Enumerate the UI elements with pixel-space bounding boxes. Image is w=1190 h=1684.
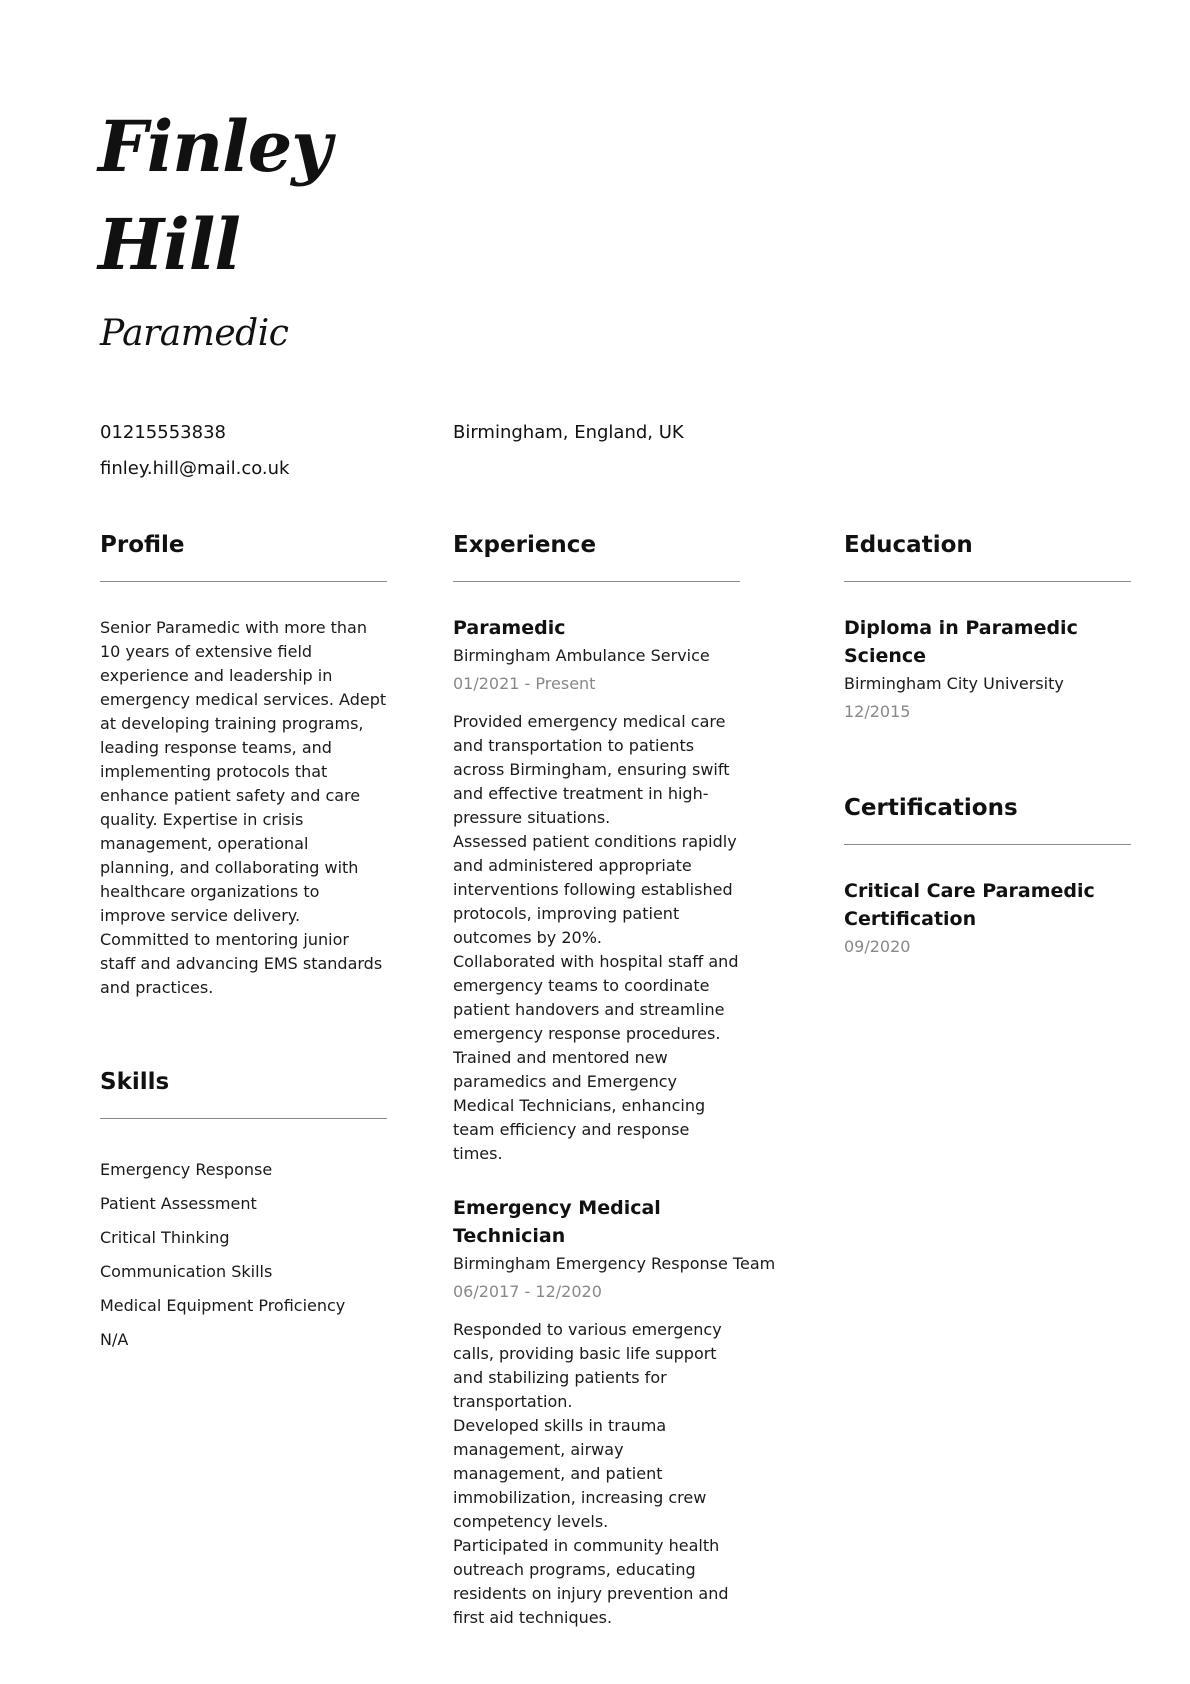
job-description — [453, 1318, 740, 1630]
job-description — [453, 710, 740, 1166]
job-entry — [453, 614, 740, 1166]
certification-date: 09/2020 — [844, 937, 911, 956]
certification-name: Critical Care Paramedic Certification — [844, 880, 1095, 930]
job-title: Paramedic — [453, 617, 566, 639]
skill-item: Medical Equipment Proficiency — [100, 1296, 346, 1315]
skill-item: N/A — [100, 1330, 129, 1349]
certifications-heading: Certifications — [844, 795, 1018, 821]
job-bullet: Provided emergency medical care and transportation to patients across Birmingham, ensuring swift and effective treatment in high-pressure situations. — [453, 712, 730, 827]
job-bullet: Developed skills in trauma management, airway management, and patient immobilization, increasing crew competency levels. — [453, 1416, 707, 1531]
profile-summary: Senior Paramedic with more than 10 years of extensive field experience and leadership in emergency medical services. Adept at developing training programs, leading response teams, and implementing protocols that enhance patient safety and care quality. Expertise in crisis management, operational planning, and collaborating with healthcare organizations to improve service delivery. Committed to mentoring junior staff and advancing EMS standards and practices. — [100, 618, 387, 997]
first-name: Finley — [98, 105, 331, 188]
profile-section — [100, 525, 387, 1000]
middle-column — [453, 525, 776, 1630]
divider — [844, 844, 1131, 845]
education-heading: Education — [844, 532, 973, 558]
education-section — [844, 525, 1131, 726]
divider — [100, 581, 387, 582]
divider — [844, 581, 1131, 582]
certifications-section — [844, 788, 1131, 961]
school: Birmingham City University — [844, 674, 1064, 693]
job-dates: 01/2021 - Present — [453, 674, 596, 693]
skill-item: Communication Skills — [100, 1262, 273, 1281]
job-dates: 06/2017 - 12/2020 — [453, 1282, 602, 1301]
location: Birmingham, England, UK — [453, 422, 684, 443]
experience-section — [453, 525, 776, 1630]
skills-section — [100, 1062, 387, 1357]
profile-heading: Profile — [100, 532, 185, 558]
degree: Diploma in Paramedic Science — [844, 617, 1078, 667]
experience-heading: Experience — [453, 532, 597, 558]
skill-item: Emergency Response — [100, 1160, 273, 1179]
left-column — [100, 525, 387, 1357]
job-title: Emergency Medical Technician — [453, 1197, 661, 1247]
certification-entry — [844, 877, 1131, 961]
candidate-name — [98, 98, 331, 294]
job-bullet: Responded to various emergency calls, providing basic life support and stabilizing patients for transportation. — [453, 1320, 722, 1411]
job-bullet: Participated in community health outreach programs, educating residents on injury prevention and first aid techniques. — [453, 1536, 729, 1627]
job-bullet: Trained and mentored new paramedics and Emergency Medical Technicians, enhancing team efficiency and response times. — [453, 1048, 706, 1163]
skills-list — [100, 1153, 387, 1357]
phone: 01215553838 — [100, 422, 226, 443]
skills-heading: Skills — [100, 1069, 170, 1095]
last-name: Hill — [98, 203, 240, 286]
job-bullet: Assessed patient conditions rapidly and administered appropriate interventions following established protocols, improving patient outcomes by 20%. — [453, 832, 737, 947]
skill-item: Critical Thinking — [100, 1228, 230, 1247]
job-bullet: Collaborated with hospital staff and emergency teams to coordinate patient handovers and streamline emergency response procedures. — [453, 952, 739, 1043]
company: Birmingham Emergency Response Team — [453, 1254, 776, 1273]
job-entry — [453, 1194, 776, 1630]
email: finley.hill@mail.co.uk — [100, 458, 290, 479]
education-entry — [844, 614, 1131, 726]
job-title: Paramedic — [100, 313, 289, 354]
skill-item: Patient Assessment — [100, 1194, 257, 1213]
divider — [100, 1118, 387, 1119]
divider — [453, 581, 740, 582]
right-column — [844, 525, 1131, 961]
graduation-date: 12/2015 — [844, 702, 911, 721]
company: Birmingham Ambulance Service — [453, 646, 710, 665]
